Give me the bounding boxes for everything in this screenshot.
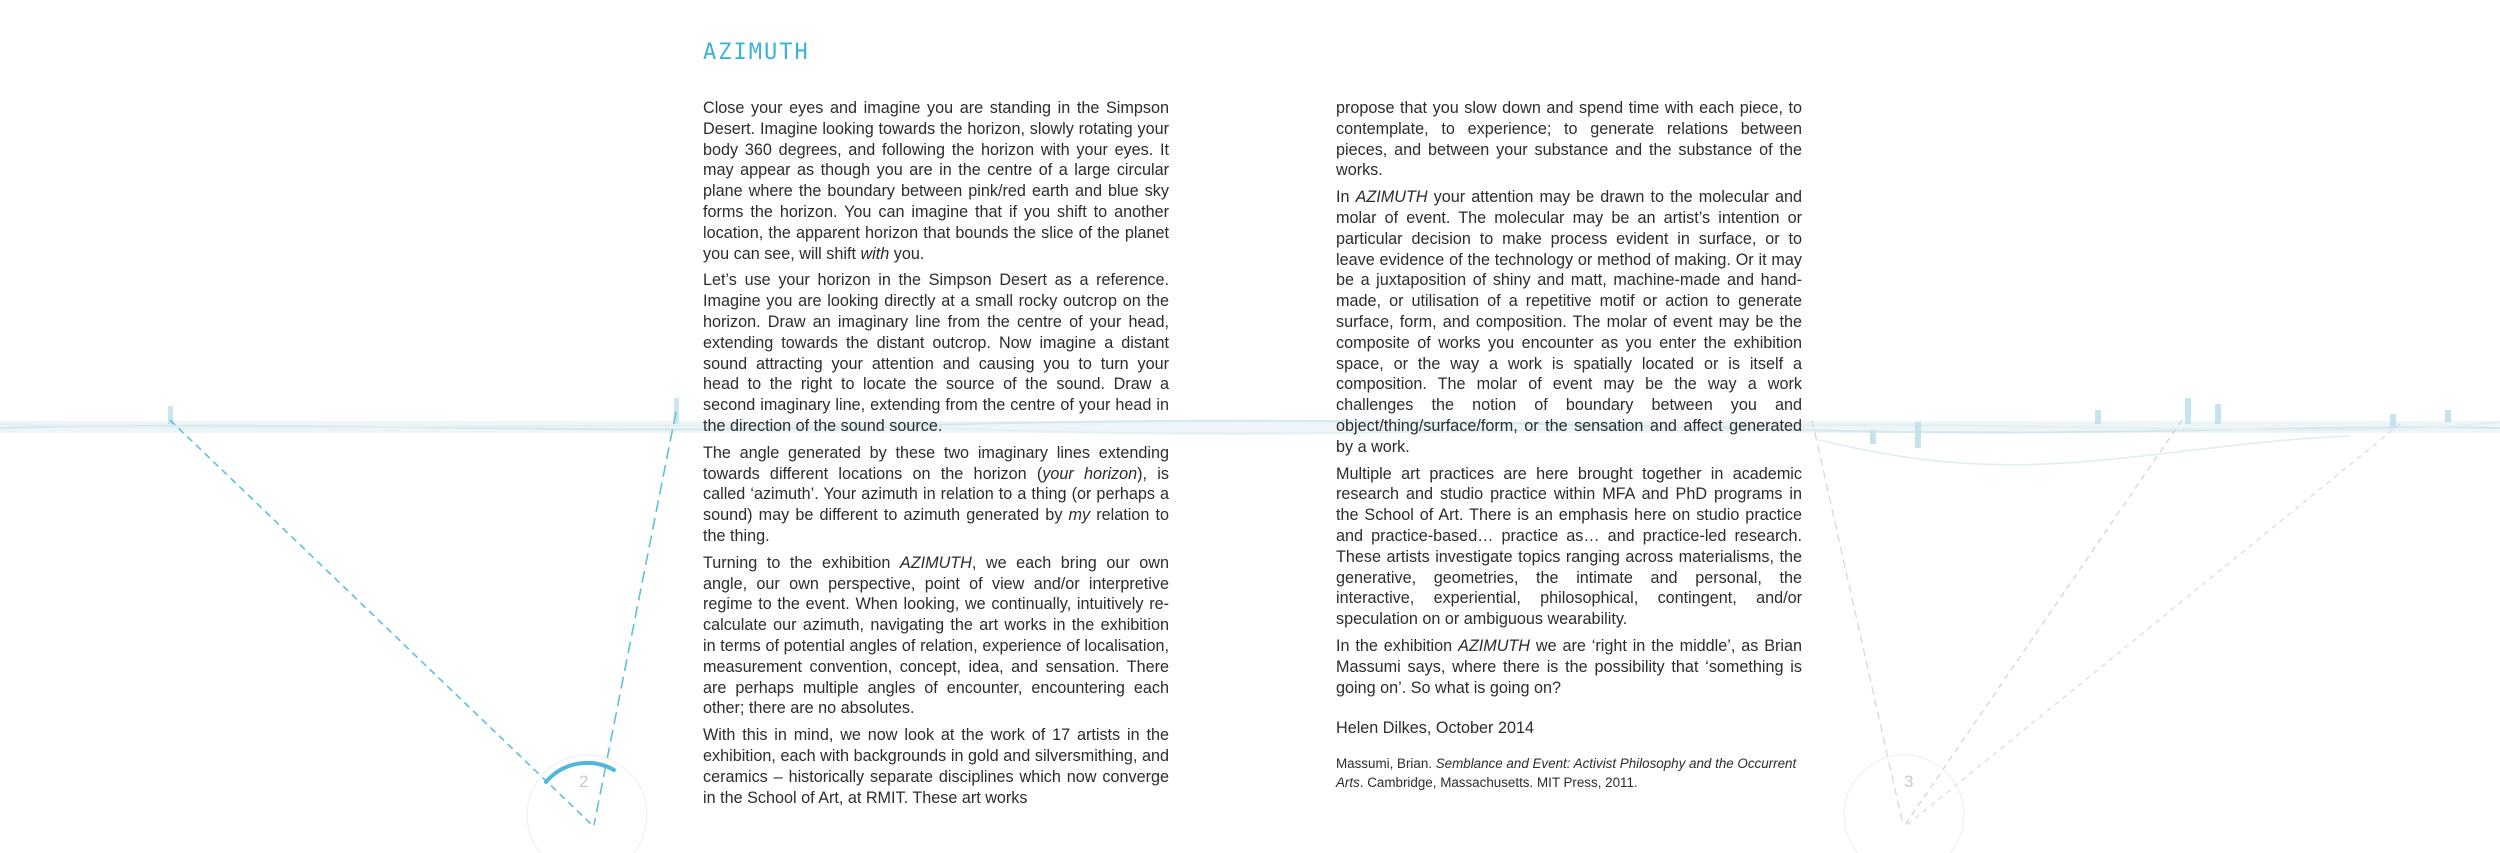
page-number-right: 3	[1904, 772, 1914, 791]
page-title: AZIMUTH	[703, 40, 810, 65]
left-text-column	[703, 98, 1169, 814]
paragraph: In AZIMUTH your attention may be drawn to the molecular and molar of event. The molecular may be an artist’s intention or particular decision to make process evident in surface, or to leave evidence of the technology or method of making. Or it may be a juxtaposition of shiny and matt, machine-made and hand-made, or utilisation of a repetitive motif or action to generate surface, form, and composition. The molar of event may be the composite of works you encounter as you enter the exhibition space, or the way a work is spatially located or is itself a composition. The molar of event may be the way a work challenges the notion of boundary between you and object/thing/surface/form, or the sensation and affect generated by a work.	[1336, 188, 1803, 456]
paragraph: The angle generated by these two imaginary lines extending towards different locations on the horizon (your horizon), is called ‘azimuth’. Your azimuth in relation to a thing (or perhaps a sound) may be different to azimuth generated by my relation to the thing.	[703, 443, 1169, 545]
azimuth-line	[1812, 420, 1903, 825]
azimuth-line	[1907, 424, 2400, 825]
azimuth-circle	[1844, 755, 1964, 853]
outcrop-mark	[2185, 398, 2191, 424]
outcrop-mark	[2390, 414, 2396, 428]
azimuth-line	[170, 420, 592, 825]
paragraph: With this in mind, we now look at the work of 17 artists in the exhibition, each with backgrounds in gold and silversmithing, and ceramics – historically separate disciplines which now converge in the School of Art, at RMIT. These art works	[703, 726, 1169, 807]
signature: Helen Dilkes, October 2014	[1336, 719, 1534, 738]
reference: Massumi, Brian. Semblance and Event: Activist Philosophy and the Occurrent Arts. Cambridge, Massachusetts. MIT Press, 2011.	[1336, 756, 1797, 790]
paragraph: propose that you slow down and spend time with each piece, to contemplate, to experience; to generate relations between pieces, and between your substance and the substance of the works.	[1336, 99, 1802, 180]
right-text-column	[1336, 98, 1802, 798]
paragraph: Multiple art practices are here brought together in academic research and studio practice within MFA and PhD programs in the School of Art. There is an emphasis here on studio practice and practice-based… practice as… and practice-led research. These artists investigate topics ranging across materialisms, the generative, geometries, the intimate and personal, the interactive, experiential, philosophical, contingent, and/or speculation on or ambiguous wearability.	[1336, 464, 1802, 629]
outcrop-mark	[2445, 410, 2451, 422]
azimuth-line	[594, 412, 676, 825]
outcrop-mark	[2095, 410, 2101, 424]
paragraph: Close your eyes and imagine you are standing in the Simpson Desert. Imagine looking towards the horizon, slowly rotating your body 360 degrees, and following the horizon with your eyes. It may appear as though you are in the centre of a large circular plane where the boundary between pink/red earth and blue sky forms the horizon. You can imagine that if you shift to another location, the apparent horizon that bounds the slice of the planet you can see, will shift with you.	[703, 99, 1169, 263]
azimuth-circle	[527, 755, 647, 853]
horizon-contour	[1820, 436, 2350, 465]
outcrop-mark	[1870, 430, 1876, 444]
page-number-left: 2	[579, 772, 589, 791]
azimuth-line	[1905, 420, 2182, 825]
outcrop-mark	[1915, 422, 1921, 448]
paragraph: Turning to the exhibition AZIMUTH, we each bring our own angle, our own perspective, point of view and/or interpretive regime to the event. When looking, we continually, intuitively re-calculate our azimuth, navigating the art works in the exhibition in terms of potential angles of relation, experience of localisation, measurement convention, concept, idea, and sensation. There are perhaps multiple angles of encounter, encountering each other; there are no absolutes.	[703, 553, 1169, 718]
outcrop-mark	[2215, 404, 2221, 424]
paragraph: Let’s use your horizon in the Simpson Desert as a reference. Imagine you are looking directly at a small rocky outcrop on the horizon. Draw an imaginary line from the centre of your head, extending towards the distant outcrop. Now imagine a distant sound attracting your attention and causing you to turn your head to the right to locate the source of the sound. Draw a second imaginary line, extending from the centre of your head in the direction of the sound source.	[703, 271, 1169, 435]
paragraph: In the exhibition AZIMUTH we are ‘right in the middle’, as Brian Massumi says, where there is the possibility that ‘something is going on’. So what is going on?	[1336, 636, 1803, 697]
